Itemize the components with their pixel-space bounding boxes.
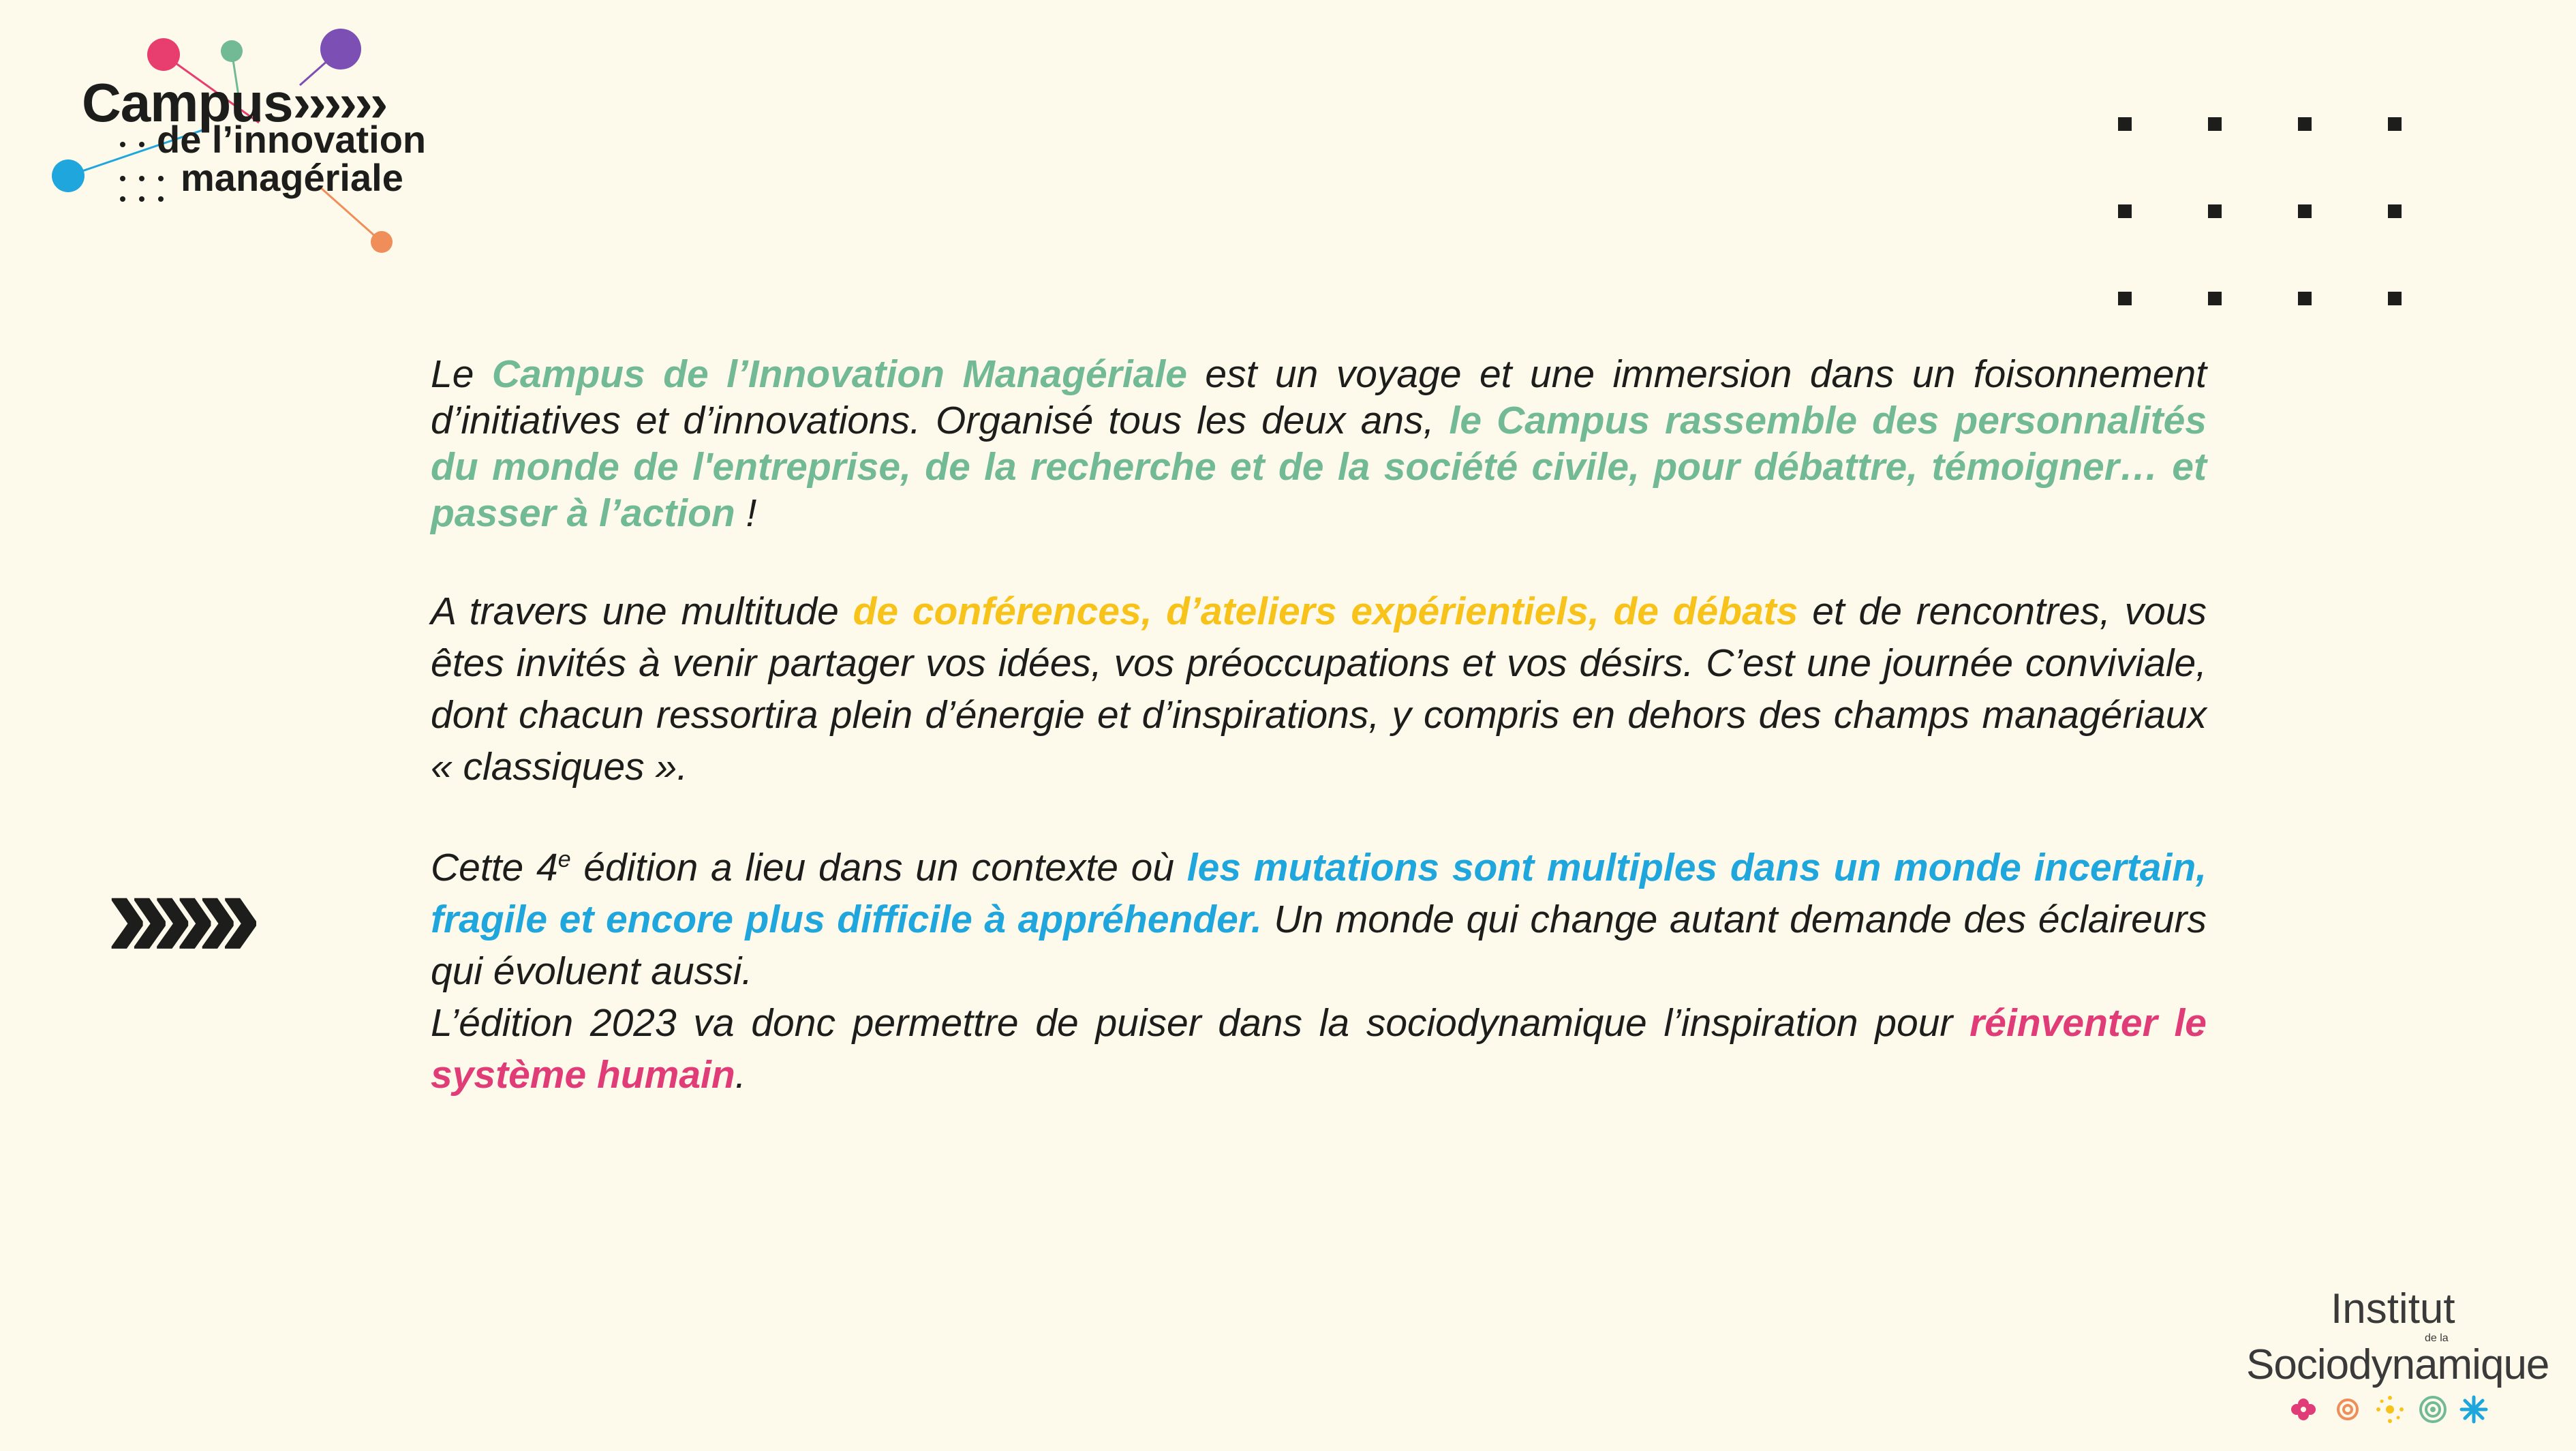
highlight-activities: de conférences, d’ateliers expérientiels, de débats xyxy=(853,590,1798,633)
text-span: édition a lieu dans un contexte où xyxy=(570,846,1187,889)
institut-sociodynamique-logo xyxy=(2235,1285,2549,1435)
logo-word-campus: Campus xyxy=(82,72,293,133)
paragraph-edition xyxy=(431,997,2207,1101)
dot xyxy=(2118,292,2132,305)
dot xyxy=(2388,292,2402,305)
institut-logo-line2: Sociodynamique xyxy=(2246,1341,2549,1388)
chevron-arrows-icon: ›››››› xyxy=(106,841,242,986)
dot xyxy=(2388,204,2402,218)
highlight-campus-name: Campus de l’Innovation Managériale xyxy=(491,352,1187,396)
superscript: e xyxy=(557,846,571,872)
text-span: Le xyxy=(431,352,492,396)
text-span: et de rencontres, vous êtes invités à venir partager vos idées, vos préoccupations et vos désirs. C’est une journée conviviale, dont chacun ressortira plein d’énergie et d’inspirations, y compris en dehors des champs managériaux « classiques ». xyxy=(431,590,2207,789)
body-text xyxy=(431,351,2207,1101)
logo-line-3: managériale xyxy=(181,156,403,199)
paragraph-context xyxy=(431,842,2207,997)
dot xyxy=(2118,117,2132,131)
dot xyxy=(2208,204,2222,218)
campus-logo xyxy=(34,20,484,266)
dot xyxy=(2298,204,2312,218)
dot xyxy=(2208,117,2222,131)
logo-line-2: de l’innovation xyxy=(157,118,427,161)
paragraph-activities xyxy=(431,585,2207,793)
paragraph-intro xyxy=(431,351,2207,536)
highlight-campus-purpose: le Campus rassemble des personnalités du monde de l'entreprise, de la recherche et de la société civile, pour débattre, témoigner… et passer à l’action xyxy=(431,399,2207,535)
institut-logo-line1: Institut xyxy=(2331,1285,2455,1332)
dot xyxy=(2298,292,2312,305)
dot xyxy=(2388,117,2402,131)
institut-logo-small: de la xyxy=(2425,1332,2449,1344)
institut-logo-symbols-icon xyxy=(2290,1392,2494,1426)
text-span: Cette 4 xyxy=(431,846,558,889)
dot xyxy=(2118,204,2132,218)
decorative-dot-grid xyxy=(2118,117,2411,322)
highlight-mutations: les mutations sont multiples dans un monde incertain, fragile et encore plus difficile à appréhender. xyxy=(431,846,2207,941)
text-span: Un monde qui change autant demande des éclaireurs qui évoluent aussi. xyxy=(431,898,2207,993)
text-span: . xyxy=(735,1053,746,1097)
dot xyxy=(2298,117,2312,131)
dot xyxy=(2208,292,2222,305)
text-span: A travers une multitude xyxy=(431,590,853,633)
logo-chevrons: ›››››› xyxy=(292,72,386,133)
text-span: est un voyage et une immersion dans un foisonnement d’initiatives et d’innovations. Organisé tous les deux ans, xyxy=(431,352,2207,442)
text-span: ! xyxy=(735,491,757,535)
highlight-human-system: réinventer le système humain xyxy=(431,1001,2207,1097)
text-span: L’édition 2023 va donc permettre de puiser dans la sociodynamique l’inspiration pour xyxy=(431,1001,1970,1045)
